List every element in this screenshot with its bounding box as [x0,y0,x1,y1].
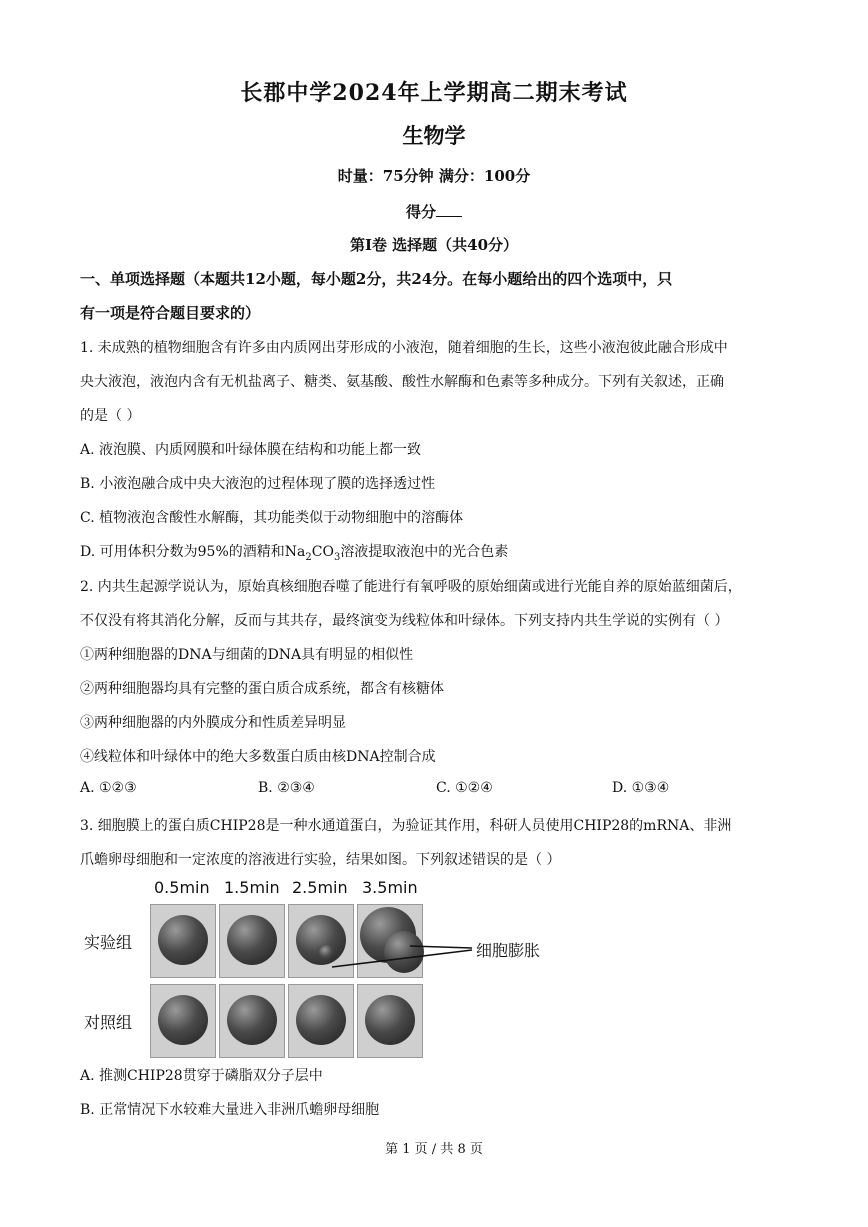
q3-stem-line1: 3. 细胞膜上的蛋白质CHIP28是一种水通道蛋白，为验证其作用，科研人员使用CHIP28的mRNA、非洲 [80,818,732,834]
annotation-arrows [80,872,600,1062]
q1-option-d [80,541,508,563]
section-heading-line2: 有一项是符合题目要求的） [80,304,261,322]
figure-time-0-5: 0.5min [154,878,210,897]
q1-option-d-chem1: Na [284,544,306,560]
time-info: 时量：75分钟 满分：100分 [337,167,531,185]
q2-stem-line1: 2. 内共生起源学说认为，原始真核细胞吞噬了能进行有氧呼吸的原始细菌或进行光能自养的原始蓝细菌后， [80,579,742,595]
q2-option-d: D. ①③④ [612,780,670,796]
q2-item-1: ①两种细胞器的DNA与细菌的DNA具有明显的相似性 [80,647,414,663]
score-label: 得分 [405,203,436,221]
q3-figure [80,872,600,1062]
q3-stem-line2: 爪蟾卵母细胞和一定浓度的溶液进行实验，结果如图。下列叙述错误的是（ ） [80,852,561,868]
section-heading-line1: 一、单项选择题（本题共12小题，每小题2分，共24分。在每小题给出的四个选项中，只 [80,270,673,288]
q3-option-a: A. 推测CHIP28贯穿于磷脂双分子层中 [80,1068,323,1084]
figure-row-control: 对照组 [84,1013,133,1032]
q2-item-3: ③两种细胞器的内外膜成分和性质差异明显 [80,715,346,731]
q3-option-b: B. 正常情况下水较难大量进入非洲爪蟾卵母细胞 [80,1102,380,1118]
q1-option-d-pre: D. 可用体积分数为95%的酒精和 [80,544,285,560]
q2-stem-line2: 不仅没有将其消化分解，反而与其共存，最终演变为线粒体和叶绿体。下列支持内共生学说的实例有（ ） [80,613,729,629]
q1-stem-line2: 央大液泡，液泡内含有无机盐离子、糖类、氨基酸、酸性水解酶和色素等多种成分。下列有关叙述，正确 [80,374,724,390]
figure-time-3-5: 3.5min [362,878,418,897]
figure-time-2-5: 2.5min [292,878,348,897]
subject-title: 生物学 [402,123,466,148]
q1-option-a: A. 液泡膜、内质网膜和叶绿体膜在结构和功能上都一致 [80,442,422,458]
score-blank [436,202,462,217]
q1-option-d-sub2: 3 [333,551,341,563]
q2-option-c: C. ①②④ [436,780,493,796]
q2-option-a: A. ①②③ [80,780,137,796]
q1-stem-line1: 1. 未成熟的植物细胞含有许多由内质网出芽形成的小液泡，随着细胞的生长，这些小液泡彼此融合形成中 [80,340,728,356]
q1-option-d-post: 溶液提取液泡中的光合色素 [340,544,509,560]
q1-stem-line3: 的是（ ） [80,408,141,424]
q2-option-b: B. ②③④ [258,780,315,796]
figure-time-1-5: 1.5min [224,878,280,897]
q2-item-2: ②两种细胞器均具有完整的蛋白质合成系统，都含有核糖体 [80,681,444,697]
exam-title: 长郡中学2024年上学期高二期末考试 [240,80,628,106]
figure-row-experimental: 实验组 [84,933,133,952]
q2-item-4: ④线粒体和叶绿体中的绝大多数蛋白质由核DNA控制合成 [80,749,436,765]
q1-option-d-sub1: 2 [305,551,312,563]
q1-option-c: C. 植物液泡含酸性水解酶，其功能类似于动物细胞中的溶酶体 [80,510,464,526]
part-title: 第Ⅰ卷 选择题（共40分） [349,236,519,254]
page-footer: 第 1 页 / 共 8 页 [385,1142,483,1157]
q1-option-b: B. 小液泡融合成中央大液泡的过程体现了膜的选择透过性 [80,476,436,492]
figure-annotation-swelling: 细胞膨胀 [476,941,541,960]
q1-option-d-chem2: CO [311,544,334,560]
score-line [0,201,868,222]
